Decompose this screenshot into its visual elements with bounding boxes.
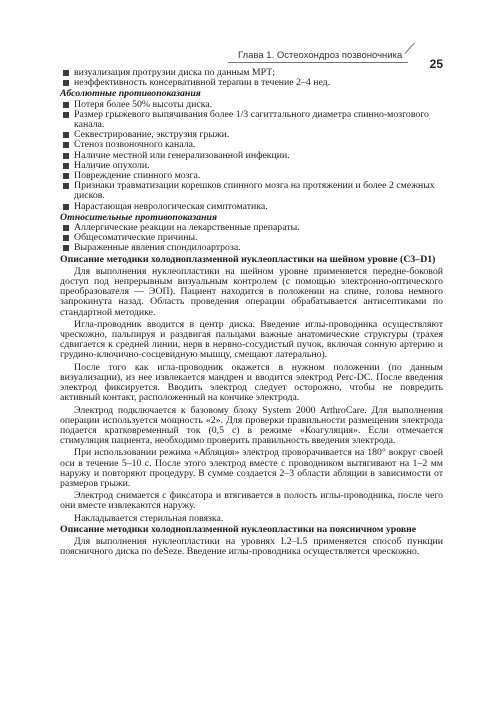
- list-item: Выраженные явления спондилоартроза.: [60, 243, 443, 253]
- list-item: Признаки травматизации корешков спинного мозга на протяжении и более 2 смежных дисков.: [60, 181, 443, 201]
- square-bullet-icon: [63, 183, 69, 189]
- page-content: [60, 68, 443, 557]
- square-bullet-icon: [63, 173, 69, 179]
- list-item: Аллергические реакции на лекарственные препараты.: [60, 223, 443, 233]
- square-bullet-icon: [63, 142, 69, 148]
- paragraph: Для выполнения нуклеопластики на уровнях L2–L5 применяется способ пункции поясничного диска по deSeze. Введение иглы-проводника осуществляется чрескожно.: [60, 535, 443, 558]
- chapter-header: Глава 1. Остеохондроз позвоночника: [238, 50, 403, 61]
- absolute-contraindications-list: [60, 100, 443, 212]
- list-item: Наличие опухоли.: [60, 161, 443, 171]
- header-rule-corner: [405, 43, 415, 54]
- relative-contraindications-title: Относительные противопоказания: [60, 211, 218, 223]
- paragraph: Накладывается стерильная повязка.: [74, 512, 224, 524]
- paragraph: Игла-проводник вводится в центр диска. Введение иглы-проводника осуществляют чрескожно, пальпируя и раздвигая пальцами важные анатомические структуры (трахея сдвигается к средней линии, нерв в нервно-сосудистый пучок, включая сонную артерию и грудино-ключично-сосцевидную мышцу, смещают латерально).: [60, 318, 443, 361]
- paragraph: При использовании режима «Абляция» электрод проворачивается на 180° вокруг своей оси в течение 5–10 с. После этого электрод вместе с проводником вытягивают на 1–2 мм наружу и повторяют процедуру. В сумме создается 2–3 области абляции в зависимости от размеров грыжи.: [60, 447, 443, 489]
- square-bullet-icon: [63, 235, 69, 241]
- paragraph: После того как игла-проводник окажется в нужном положении (по данным визуализации), из нее извлекается мандрен и вводится электрод Perc-DC. После введения электрод фиксируется. Вводить электрод следует осторожно, чтобы не повредить активный контакт, расположенный на кончике электрода.: [60, 361, 443, 404]
- square-bullet-icon: [63, 225, 69, 231]
- list-item: визуализация протрузии диска по данным МРТ;: [60, 68, 443, 78]
- relative-contraindications-list: [60, 223, 443, 254]
- indication-list: [60, 68, 443, 88]
- paragraph: Электрод подключается к базовому блоку System 2000 ArthroCare. Для выполнения операции используется мощность «2». Для проверки правильности размещения электрода подается кратковременный ток (0,5 с) в режиме «Коагуляция». Если отмечается стимуляция пациента, необходимо проверить правильность введения электрода.: [60, 404, 443, 447]
- paragraph: Электрод снимается с фиксатора и втягивается в полость иглы-проводника, после чего они вместе извлекаются наружу.: [60, 490, 443, 512]
- list-item: Стеноз позвоночного канала.: [60, 140, 443, 150]
- section-heading-lumbar: Описание методики холодноплазменной нуклеопластики на поясничном уровне: [60, 523, 417, 535]
- header-rule: [228, 62, 408, 63]
- list-item: Повреждение спинного мозга.: [60, 171, 443, 181]
- square-bullet-icon: [63, 80, 69, 86]
- paragraph: Для выполнения нуклеопластики на шейном уровне применяется передне-боковой доступ под непрерывным визуальным контролем (с помощью электронно-оптического преобразователя — ЭОП). Пациент находится в положении на спине, голова немного запрокинута назад. Область проведения операции обрабатывается антисептиками по стандартной методике.: [60, 265, 443, 318]
- section-heading-cervical: Описание методики холодноплазменной нуклеопластики на шейном уровне (C3–D1): [60, 253, 436, 265]
- square-bullet-icon: [63, 112, 69, 118]
- square-bullet-icon: [63, 245, 69, 251]
- square-bullet-icon: [63, 132, 69, 138]
- list-item: Общесоматические причины.: [60, 233, 443, 243]
- page-number: 25: [429, 57, 443, 71]
- list-item: Секвестрирование, экструзия грыжи.: [60, 130, 443, 140]
- square-bullet-icon: [63, 163, 69, 169]
- list-item: Размер грыжевого выпячивания более 1/3 сагиттального диаметра спинно-мозгового канала.: [60, 110, 443, 130]
- square-bullet-icon: [63, 102, 69, 108]
- list-item: Наличие местной или генерализованной инфекции.: [60, 151, 443, 161]
- square-bullet-icon: [63, 70, 69, 76]
- list-item: Нарастающая неврологическая симптоматика.: [60, 202, 443, 212]
- absolute-contraindications-title: Абсолютные противопоказания: [60, 88, 201, 100]
- list-item: Потеря более 50% высоты диска.: [60, 100, 443, 110]
- square-bullet-icon: [63, 204, 69, 210]
- list-item: неэффективность консервативной терапии в течение 2–4 нед.: [60, 78, 443, 88]
- square-bullet-icon: [63, 153, 69, 159]
